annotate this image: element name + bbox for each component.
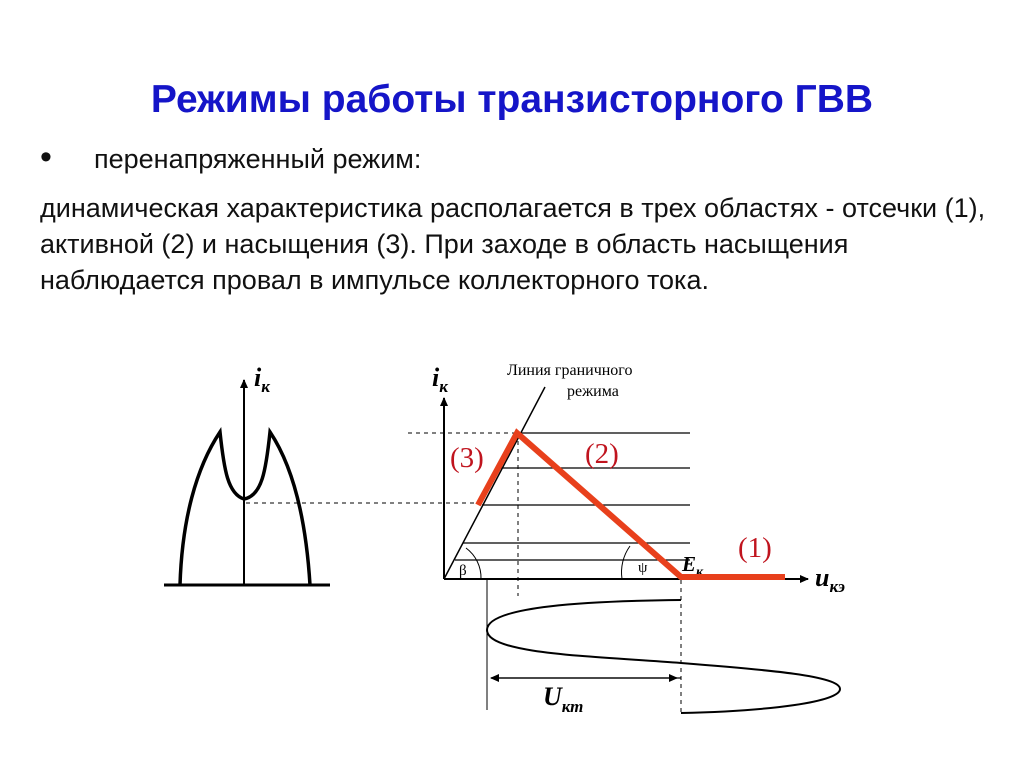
beta-angle-arc: [466, 548, 481, 579]
region-3-label: (3): [450, 442, 484, 474]
psi-label: ψ: [638, 560, 648, 576]
right-ik-label: $i_к$: [432, 363, 448, 396]
boundary-regime-line: [444, 387, 545, 579]
boundary-line-label-1: Линия граничного: [507, 362, 633, 379]
uke-label: $u_{кэ}$: [815, 563, 845, 596]
region-1-label: (1): [738, 532, 772, 564]
left-ik-label: $i_к$: [254, 363, 270, 396]
bullet-text: перенапряженный режим:: [94, 144, 422, 174]
psi-angle-arc: [622, 546, 630, 579]
boundary-line-label-2: режима: [567, 383, 619, 400]
ek-label: $E_к$: [682, 552, 704, 580]
ukt-label: $U_{кт}$: [543, 682, 584, 716]
left-pulse-plot: [164, 363, 330, 585]
region-2-label: (2): [585, 438, 619, 470]
body-paragraph: динамическая характеристика располагается в трех областях - отсечки (1), активной (2) и насыщения (3). При заходе в область насыщения наблюдается провал в импульсе коллекторного тока.: [40, 193, 986, 295]
bullet-marker: •: [40, 138, 52, 176]
beta-label: β: [459, 563, 467, 579]
slide-title: Режимы работы транзисторного ГВВ: [150, 78, 874, 121]
input-voltage-sinusoid: [487, 600, 840, 713]
